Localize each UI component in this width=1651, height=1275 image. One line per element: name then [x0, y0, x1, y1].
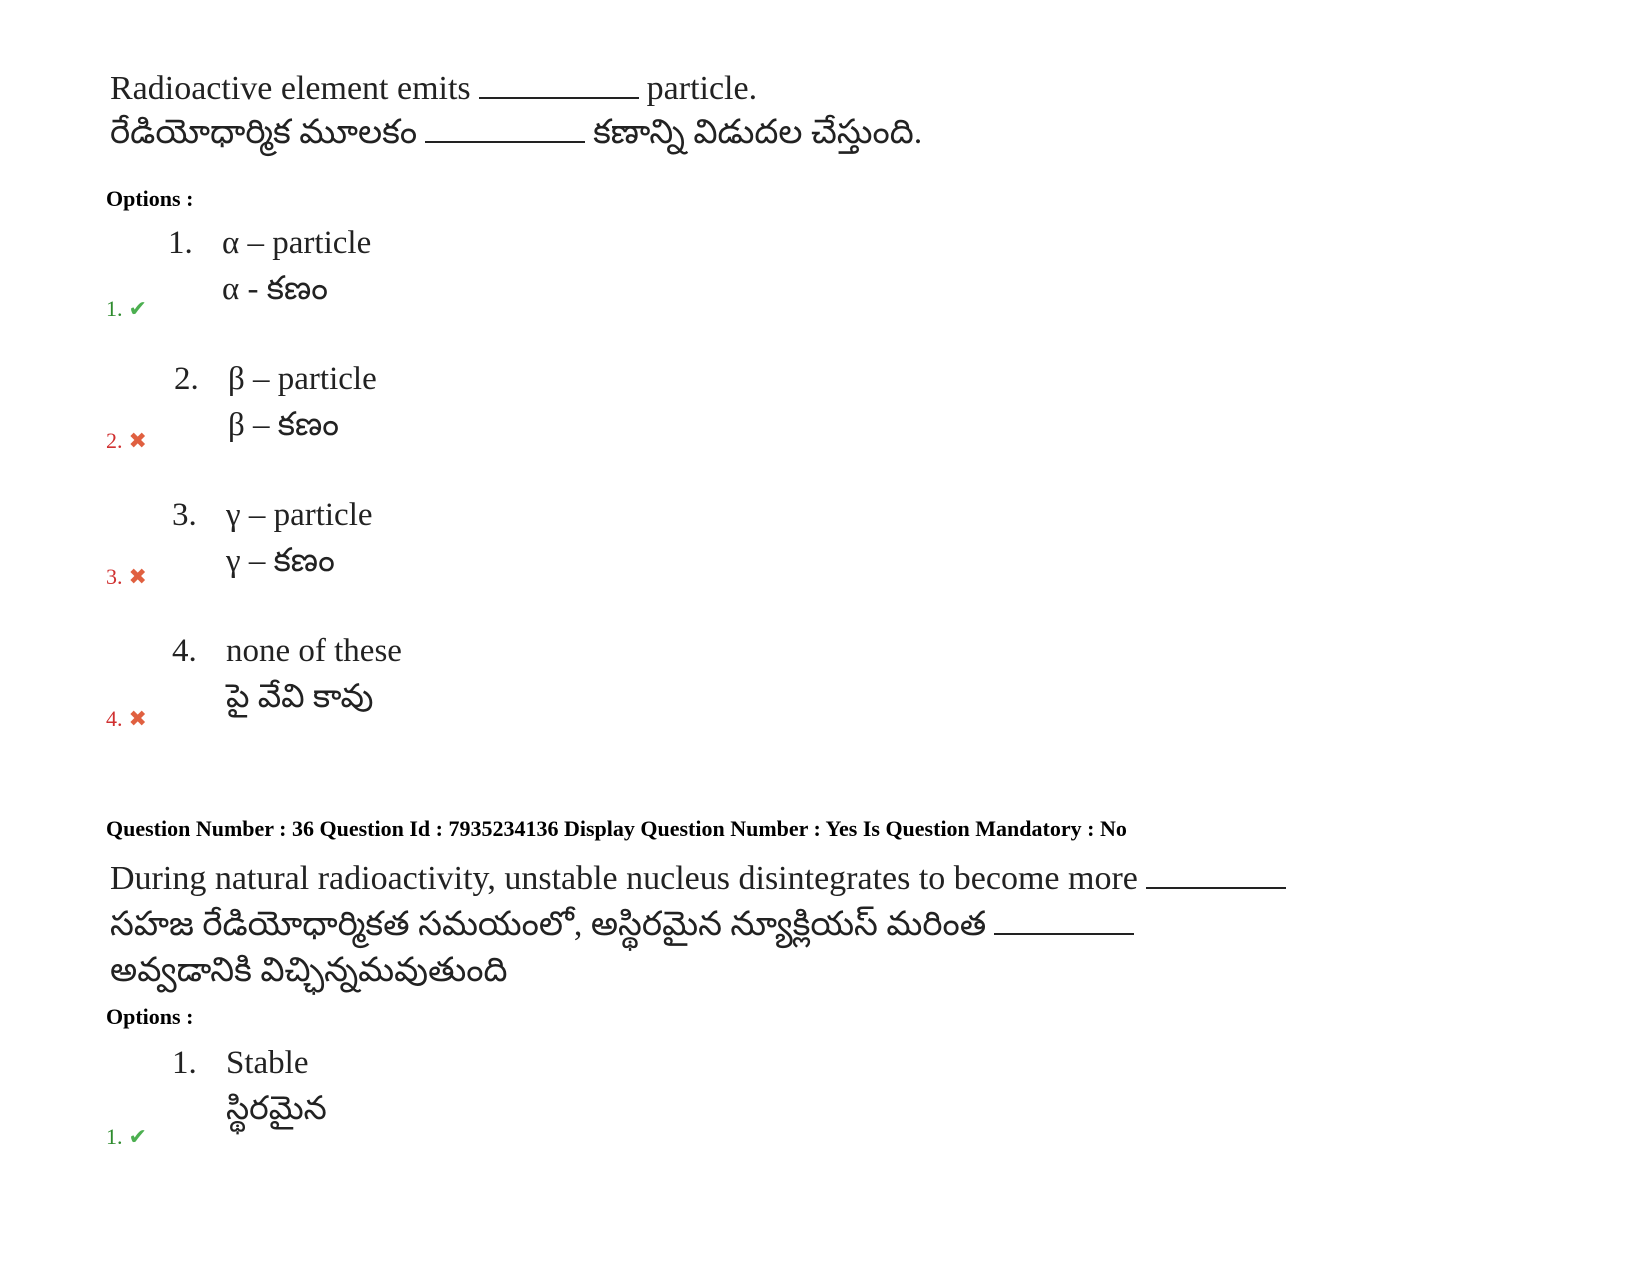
option-2: [174, 356, 377, 448]
option-2-marker: [106, 428, 147, 454]
option-text-en: α – particle: [222, 225, 372, 261]
question-35-text-en: [110, 66, 757, 112]
option-text-en: none of these: [226, 633, 402, 669]
marker-number: 3.: [106, 564, 123, 589]
cross-icon: ✖: [128, 706, 147, 731]
question-36-header: Question Number : 36 Question Id : 7935234136 Display Question Number : Yes Is Question Mandatory : No: [106, 816, 1127, 841]
question-35-text-te: [110, 110, 922, 156]
cross-icon: ✖: [128, 428, 147, 453]
option-3: [172, 492, 373, 584]
option-text-en: Stable: [226, 1045, 309, 1081]
answer-blank: [425, 111, 585, 143]
answer-blank: [479, 67, 639, 99]
check-icon: ✔: [128, 1124, 147, 1149]
question-36-text-te-part1: సహజ రేడియోధార్మికత సమయంలో, అస్థిరమైన న్యూక్లియస్ మరింత: [110, 906, 987, 943]
option-1-marker: [106, 296, 147, 322]
marker-number: 1.: [106, 296, 123, 321]
question-36-text-en-part1: During natural radioactivity, unstable nucleus disintegrates to become more: [110, 860, 1138, 897]
question-35-text-te-part1: రేడియోధార్మిక మూలకం: [110, 114, 418, 151]
option-text-te: γ – కణం: [226, 543, 335, 579]
option-text-en: γ – particle: [226, 497, 373, 533]
marker-number: 2.: [106, 428, 123, 453]
question-35-text-en-part2: particle.: [646, 70, 758, 107]
option-4-marker: [106, 706, 147, 732]
option-4: [172, 628, 402, 720]
options-label: Options :: [106, 1004, 194, 1029]
options-label: Options :: [106, 186, 194, 211]
check-icon: ✔: [128, 296, 147, 321]
question-35-text-en-part1: Radioactive element emits: [110, 70, 471, 107]
option-3-marker: [106, 564, 147, 590]
option-text-te: పై వేవి కావు: [226, 679, 374, 715]
option-number: 4.: [172, 633, 197, 669]
answer-blank: [1146, 857, 1286, 889]
cross-icon: ✖: [128, 564, 147, 589]
marker-number: 4.: [106, 706, 123, 731]
marker-number: 1.: [106, 1124, 123, 1149]
question-36-text-en: [110, 856, 1294, 902]
answer-blank: [994, 903, 1134, 935]
q36-option-1-marker: [106, 1124, 147, 1150]
option-text-en: β – particle: [228, 361, 377, 397]
question-35-text-te-part2: కణాన్ని విడుదల చేస్తుంది.: [593, 114, 923, 151]
option-text-te: β – కణం: [228, 407, 340, 443]
question-36-text-te-line3: అవ్వడానికి విచ్ఛిన్నమవుతుంది: [110, 952, 508, 989]
option-text-te: α - కణం: [222, 271, 328, 307]
option-number: 2.: [174, 361, 199, 397]
option-number: 1.: [168, 225, 193, 261]
option-1: [168, 220, 371, 312]
option-number: 1.: [172, 1045, 197, 1081]
option-number: 3.: [172, 497, 197, 533]
option-text-te: స్థిరమైన: [226, 1091, 327, 1127]
q36-option-1: [172, 1040, 327, 1132]
question-36-text-te: [110, 902, 1142, 948]
